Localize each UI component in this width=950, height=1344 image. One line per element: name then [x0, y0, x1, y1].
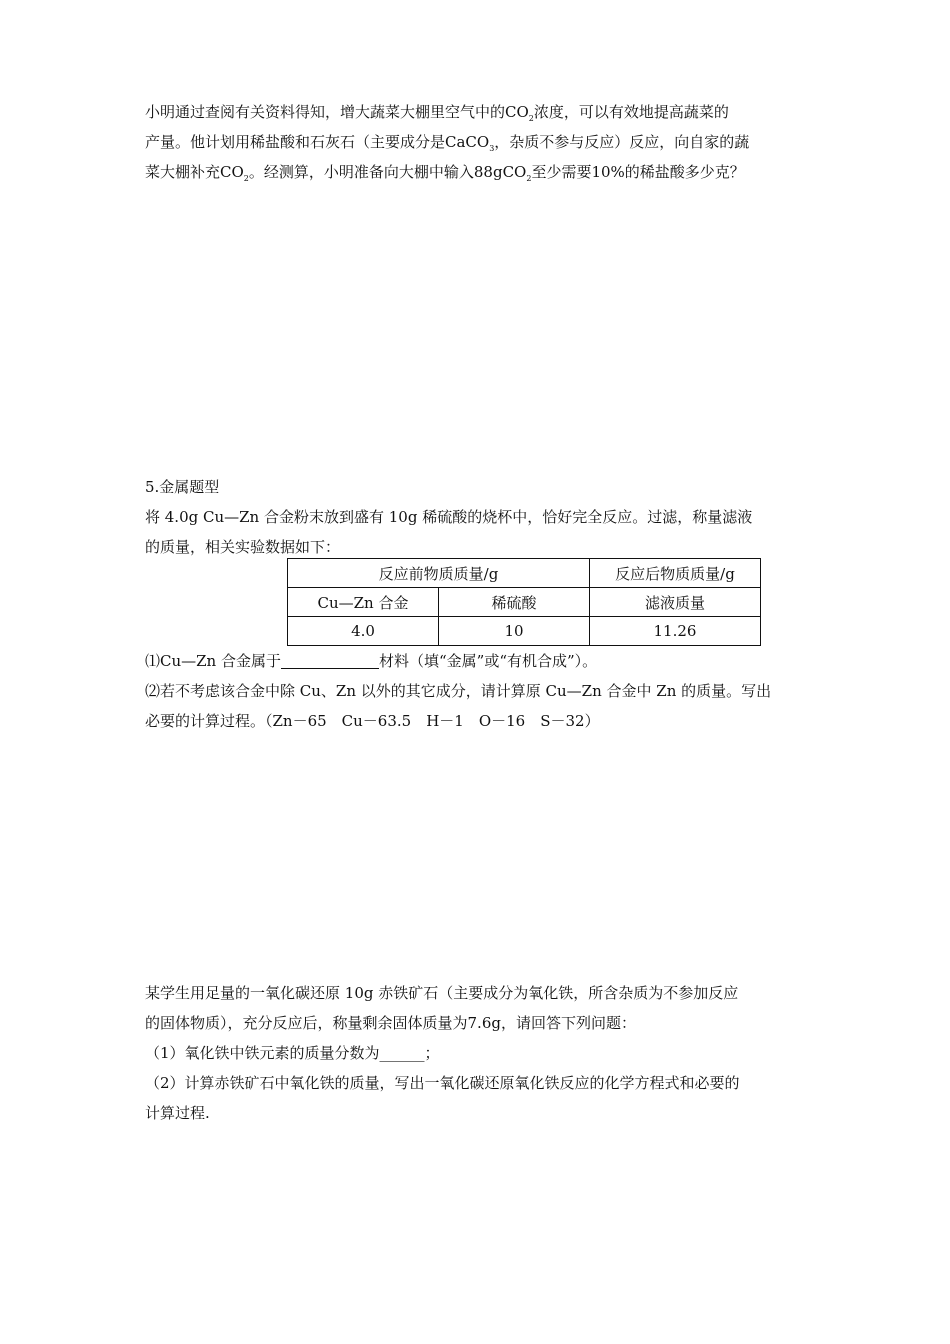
experiment-data-table: [287, 558, 761, 646]
iron-part-2-line-1: （2）计算赤铁矿石中氧化铁的质量，写出一氧化碳还原氧化铁反应的化学方程式和必要的: [145, 1074, 740, 1092]
iron-stem-line-2: 的固体物质），充分反应后，称量剩余固体质量为7.6g，请回答下列问题：: [145, 1014, 636, 1032]
header-after-reaction: 反应后物质质量/g: [590, 559, 761, 588]
iron-stem-line-1: 某学生用足量的一氧化碳还原 10g 赤铁矿石（主要成分为氧化铁，所含杂质为不参加反应: [145, 984, 739, 1002]
col-alloy: Cu—Zn 合金: [288, 588, 439, 617]
table-row: [288, 588, 761, 617]
text: 。经测算，小明准备向大棚中输入88gCO: [248, 163, 527, 181]
answer-blank[interactable]: [281, 652, 379, 669]
metal-stem-line-1: 将 4.0g Cu—Zn 合金粉末放到盛有 10g 稀硫酸的烧杯中，恰好完全反应。过滤，称量滤液: [145, 508, 753, 526]
co2-question-line-3: [145, 157, 815, 187]
text: 材料（填“金属”或“有机合成”）。: [379, 652, 598, 670]
co2-question-line-2: [145, 127, 815, 157]
section-title: 5.金属题型: [145, 478, 220, 496]
text: 至少需要10%的稀盐酸多少克？: [531, 163, 745, 181]
co2-question-line-1: [145, 97, 815, 127]
text: ⑴Cu—Zn 合金属于: [145, 652, 281, 670]
header-before-reaction: 反应前物质质量/g: [288, 559, 590, 588]
metal-part-1: [145, 646, 815, 676]
subscript: 2: [526, 174, 532, 183]
metal-question-parts: [145, 646, 815, 736]
val-acid: 10: [439, 617, 590, 646]
metal-question-stem: [145, 472, 815, 562]
text: 浓度，可以有效地提高蔬菜的: [533, 103, 729, 121]
text: 小明通过查阅有关资料得知，增大蔬菜大棚里空气中的CO: [145, 103, 529, 121]
iron-part-2-line-2: 计算过程.: [145, 1104, 210, 1122]
table-row: [288, 559, 761, 588]
col-filtrate: 滤液质量: [590, 588, 761, 617]
col-acid: 稀硫酸: [439, 588, 590, 617]
iron-part-1: （1）氧化铁中铁元素的质量分数为______；: [145, 1044, 440, 1062]
subscript: 2: [243, 174, 249, 183]
val-filtrate: 11.26: [590, 617, 761, 646]
iron-question: [145, 978, 815, 1128]
co2-question: [145, 97, 815, 187]
metal-part-2-line-2: 必要的计算过程。（Zn－65 Cu－63.5 H－1 O－16 S－32）: [145, 712, 600, 730]
val-alloy: 4.0: [288, 617, 439, 646]
text: 菜大棚补充CO: [145, 163, 244, 181]
text: ，杂质不参与反应）反应，向自家的蔬: [494, 133, 750, 151]
subscript: 2: [528, 114, 534, 123]
text: 产量。他计划用稀盐酸和石灰石（主要成分是CaCO: [145, 133, 490, 151]
metal-stem-line-2: 的质量，相关实验数据如下：: [145, 538, 341, 556]
subscript: 3: [489, 144, 495, 153]
metal-part-2-line-1: ⑵若不考虑该合金中除 Cu、Zn 以外的其它成分，请计算原 Cu—Zn 合金中 Zn 的质量。写出: [145, 682, 772, 700]
table-row: [288, 617, 761, 646]
